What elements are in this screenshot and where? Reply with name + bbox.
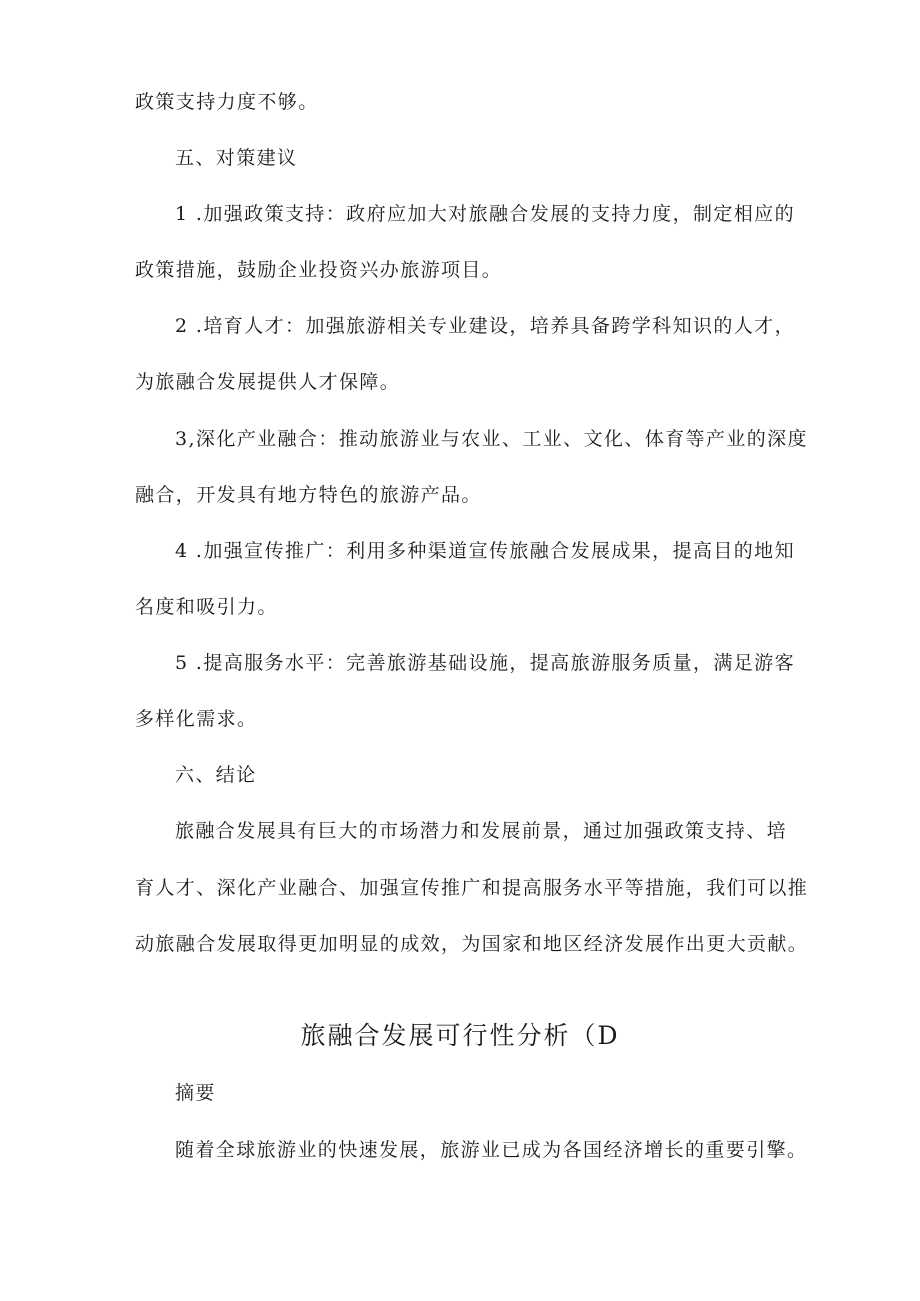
suggestion-line: 多样化需求。 <box>135 708 258 730</box>
suggestion-line: 1 .加强政策支持：政府应加大对旅融合发展的支持力度，制定相应的 <box>175 203 795 225</box>
document-title: 旅融合发展可行性分析（D <box>300 1021 620 1050</box>
conclusion-line: 育人才、深化产业融合、加强宣传推广和提高服务水平等措施，我们可以推 <box>135 877 809 899</box>
suggestion-line: 2 .培育人才：加强旅游相关专业建设，培养具备跨学科知识的人才， <box>175 315 795 337</box>
conclusion-line: 旅融合发展具有巨大的市场潜力和发展前景，通过加强政策支持、培 <box>175 820 788 842</box>
suggestion-line: 3,深化产业融合：推动旅游业与农业、工业、文化、体育等产业的深度 <box>175 428 808 450</box>
section-heading: 五、对策建议 <box>175 147 298 169</box>
suggestion-line: 为旅融合发展提供人才保障。 <box>135 371 401 393</box>
suggestion-line: 融合，开发具有地方特色的旅游产品。 <box>135 484 482 506</box>
suggestion-line: 5 .提高服务水平：完善旅游基础设施，提高旅游服务质量，满足游客 <box>175 652 795 674</box>
abstract-heading: 摘要 <box>175 1082 216 1104</box>
suggestion-line: 名度和吸引力。 <box>135 596 278 618</box>
section-heading: 六、结论 <box>175 764 257 786</box>
conclusion-line: 动旅融合发展取得更加明显的成效，为国家和地区经济发展作出更大贡献。 <box>135 933 809 955</box>
paragraph-line: 政策支持力度不够。 <box>135 91 319 113</box>
suggestion-line: 政策措施，鼓励企业投资兴办旅游项目。 <box>135 259 503 281</box>
suggestion-line: 4 .加强宣传推广：利用多种渠道宣传旅融合发展成果，提高目的地知 <box>175 540 795 562</box>
abstract-line: 随着全球旅游业的快速发展，旅游业已成为各国经济增长的重要引擎。 <box>175 1139 808 1161</box>
